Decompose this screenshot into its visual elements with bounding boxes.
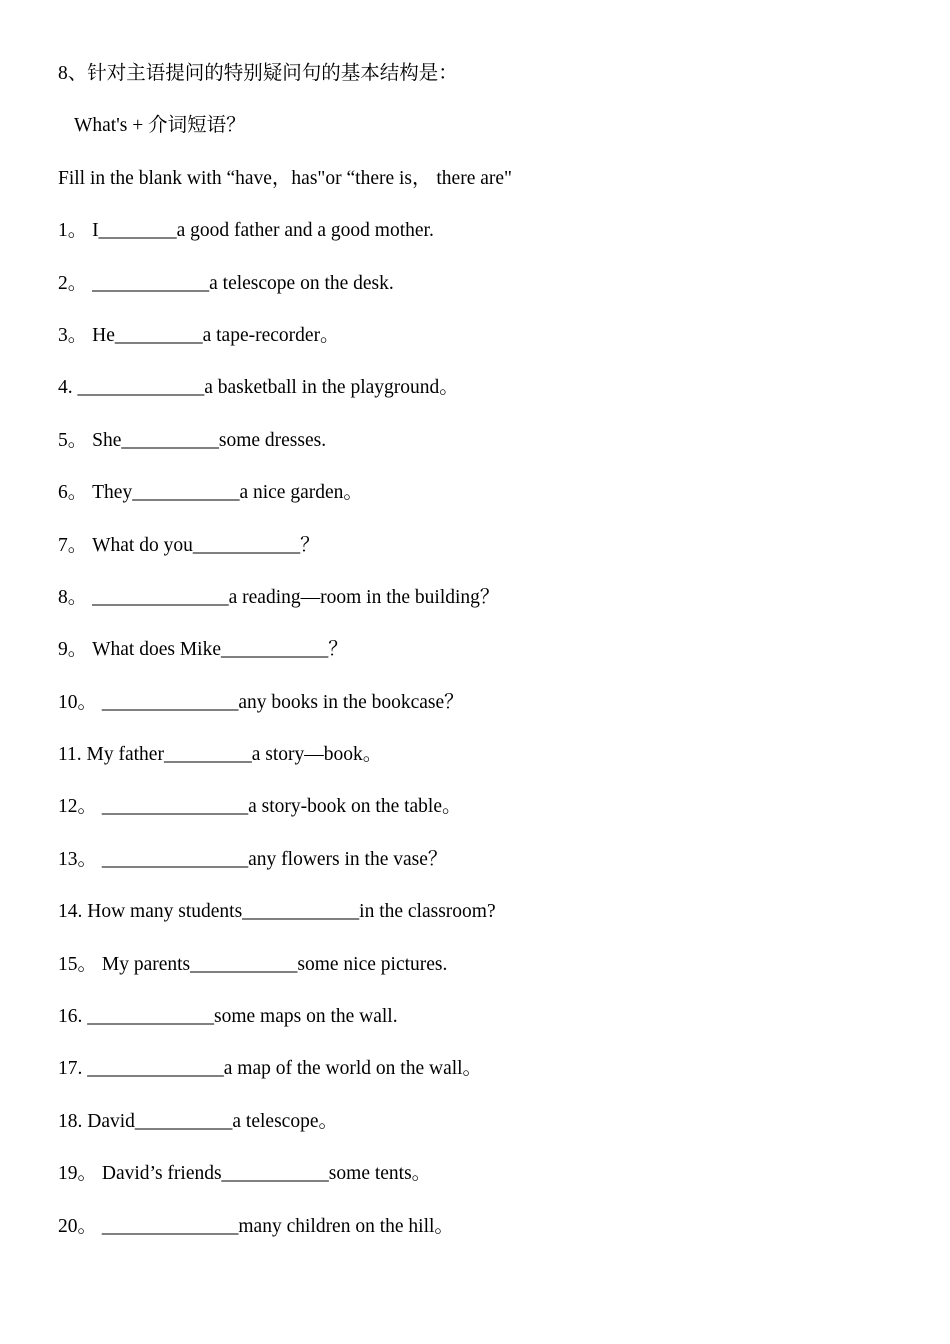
worksheet (58, 58, 898, 1263)
question-9: 9。 What does Mike___________？ (58, 639, 348, 661)
question-14: 14. How many students____________in the classroom? (58, 901, 496, 923)
question-1: 1。 I________a good father and a good mother. (58, 220, 434, 242)
question-10: 10。 ______________any books in the bookcase？ (58, 691, 464, 713)
question-16: 16. _____________some maps on the wall. (58, 1006, 398, 1028)
structure-formula: What's + 介词短语？ (74, 115, 246, 137)
question-12: 12。 _______________a story-book on the table。 (58, 796, 462, 818)
section-heading: 8、针对主语提问的特别疑问句的基本结构是： (58, 63, 458, 84)
question-17: 17. ______________a map of the world on the wall。 (58, 1058, 483, 1080)
question-18: 18. David__________a telescope。 (58, 1110, 338, 1132)
question-7: 7。 What do you___________？ (58, 534, 320, 556)
question-3: 3。 He_________a tape-recorder。 (58, 324, 340, 346)
instruction-text: Fill in the blank with “have，has"or “there is， there are" (58, 167, 512, 189)
question-6: 6。 They___________a nice garden。 (58, 482, 363, 504)
question-2: 2。 ____________a telescope on the desk. (58, 272, 394, 294)
question-8: 8。 ______________a reading—room in the building？ (58, 586, 500, 608)
question-13: 13。 _______________any flowers in the vase？ (58, 848, 448, 870)
question-19: 19。 David’s friends___________some tents。 (58, 1163, 432, 1185)
question-20: 20。 ______________many children on the hill。 (58, 1215, 454, 1237)
question-11: 11. My father_________a story—book。 (58, 744, 383, 766)
question-5: 5。 She__________some dresses. (58, 429, 327, 451)
question-4: 4. _____________a basketball in the playground。 (58, 377, 459, 399)
question-15: 15。 My parents___________some nice pictures. (58, 953, 448, 975)
